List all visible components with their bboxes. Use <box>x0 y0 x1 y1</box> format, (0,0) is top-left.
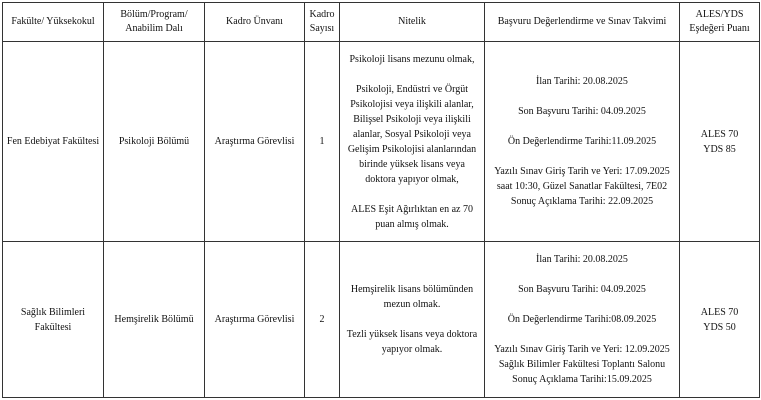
header-row <box>3 3 760 42</box>
schedule-cell <box>485 42 680 242</box>
title-cell: Araştırma Görevlisi <box>205 242 305 398</box>
count-cell: 2 <box>305 242 340 398</box>
department-cell: Hemşirelik Bölümü <box>104 242 205 398</box>
exam-date: Yazılı Sınav Giriş Tarih ve Yeri: 17.09.2025 <box>494 166 670 178</box>
qualification-line: Hemşirelik lisans bölümünden mezun olmak. <box>350 284 474 311</box>
table-row <box>3 242 760 398</box>
deadline-date: Son Başvuru Tarihi: 04.09.2025 <box>518 106 646 118</box>
qualification-line: ALES Eşit Ağırlıktan en az 70 puan almış olmak. <box>351 203 473 230</box>
table-row <box>3 42 760 242</box>
header-schedule: Başvuru Değerlendirme ve Sınav Takvimi <box>485 3 680 42</box>
announce-date: İlan Tarihi: 20.08.2025 <box>536 76 628 88</box>
qualification-line: Psikoloji, Endüstri ve Örgüt Psikolojisi veya ilişkili alanlar, Bilişsel Psikoloji veya ilişkili alanlar, Sosyal Psikoloji veya Gelişim Psikolojisi alanlarından birinde yüksek lisans veya doktora yapıyor olmak, <box>347 83 477 185</box>
preeval-date: Ön Değerlendirme Tarihi:11.09.2025 <box>507 136 657 148</box>
header-faculty: Fakülte/ Yüksekokul <box>3 3 104 42</box>
ales-score: ALES 70 <box>700 306 739 318</box>
announce-date: İlan Tarihi: 20.08.2025 <box>536 254 628 266</box>
preeval-date: Ön Değerlendirme Tarihi:08.09.2025 <box>507 314 657 326</box>
score-cell <box>680 42 760 242</box>
title-cell: Araştırma Görevlisi <box>205 42 305 242</box>
header-department: Bölüm/Program/ Anabilim Dalı <box>104 3 205 42</box>
yds-score: YDS 85 <box>703 143 736 155</box>
qualification-line: Psikoloji lisans mezunu olmak, <box>349 53 475 65</box>
faculty-cell: Fen Edebiyat Fakültesi <box>3 42 104 242</box>
exam-date: Yazılı Sınav Giriş Tarih ve Yeri: 12.09.2025 <box>494 344 670 356</box>
ales-score: ALES 70 <box>700 128 739 140</box>
qualification-cell <box>340 42 485 242</box>
header-title: Kadro Ünvanı <box>205 3 305 42</box>
department-cell: Psikoloji Bölümü <box>104 42 205 242</box>
header-count: Kadro Sayısı <box>305 3 340 42</box>
header-score: ALES/YDS Eşdeğeri Puanı <box>680 3 760 42</box>
count-cell: 1 <box>305 42 340 242</box>
header-qualification: Nitelik <box>340 3 485 42</box>
qualification-cell <box>340 242 485 398</box>
score-cell <box>680 242 760 398</box>
qualification-line: Tezli yüksek lisans veya doktora yapıyor olmak. <box>346 329 478 356</box>
faculty-cell: Sağlık Bilimleri Fakültesi <box>3 242 104 398</box>
exam-place: saat 10:30, Güzel Sanatlar Fakültesi, 7E02 <box>496 181 668 193</box>
yds-score: YDS 50 <box>703 321 736 333</box>
result-date: Sonuç Açıklama Tarihi: 22.09.2025 <box>510 196 654 208</box>
deadline-date: Son Başvuru Tarihi: 04.09.2025 <box>518 284 646 296</box>
exam-place: Sağlık Bilimler Fakültesi Toplantı Salonu <box>498 359 666 371</box>
result-date: Sonuç Açıklama Tarihi:15.09.2025 <box>512 374 652 386</box>
schedule-cell <box>485 242 680 398</box>
positions-table <box>2 2 760 398</box>
